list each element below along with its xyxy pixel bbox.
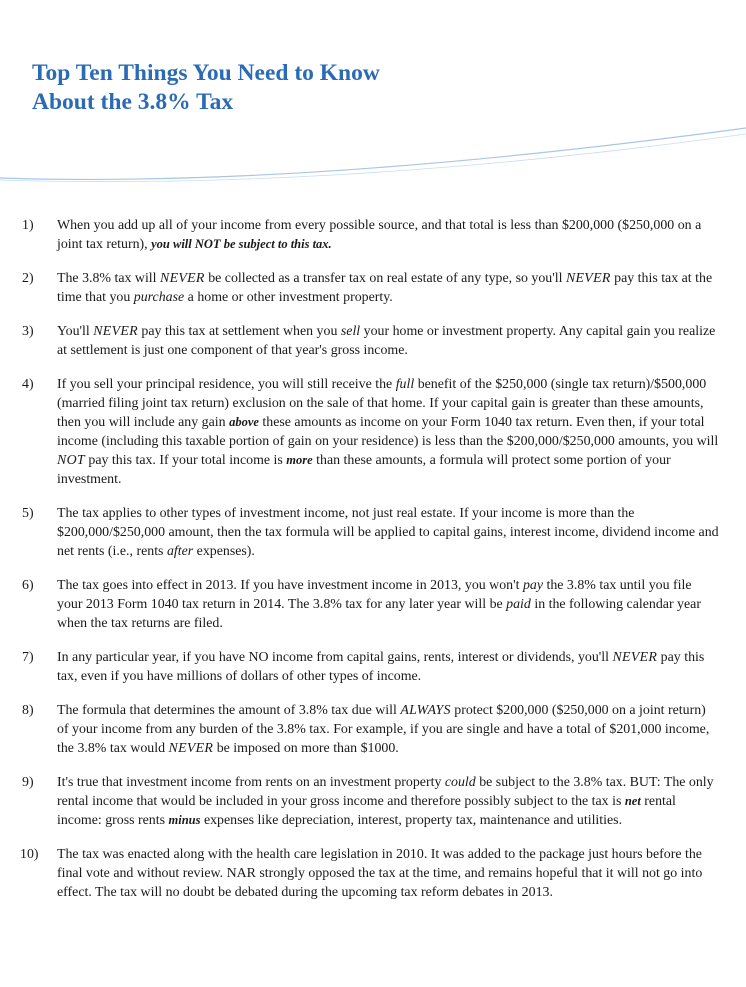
item-number: 4) (22, 377, 34, 392)
item-text: You'll NEVER pay this tax at settlement when you sell your home or investment property. Any capital gain you realize at settlement is just one component of that year's gross income. (57, 324, 716, 358)
page-title (32, 59, 380, 117)
item-number: 3) (22, 324, 34, 339)
item-number: 8) (22, 703, 34, 718)
item-number: 1) (22, 218, 34, 233)
item-text: If you sell your principal residence, you will still receive the full benefit of the $250,000 (single tax return)/$500,000 (married filing joint tax return) exclusion on the sale of that home. If your capital gain is greater than these amounts, then you will include any gain above these amounts as income on your Form 1040 tax return. Even then, if your total income (including this taxable portion of gain on your residence) is less than the $200,000/$250,000 amounts, you will NOT pay this tax. If your total income is more than these amounts, a formula will protect some portion of your investment. (57, 377, 719, 487)
item-text: The tax goes into effect in 2013. If you have investment income in 2013, you won't pay the 3.8% tax until you file your 2013 Form 1040 tax return in 2014. The 3.8% tax for any later year will be paid in the following calendar year when the tax returns are filed. (57, 578, 701, 631)
item-number: 9) (22, 775, 34, 790)
list-item-8 (20, 701, 720, 758)
list-item-5 (20, 504, 720, 561)
item-text: The tax was enacted along with the health care legislation in 2010. It was added to the package just hours before the final vote and without review. NAR strongly opposed the tax at the time, and remains hopeful that it will not go into effect. The tax will no doubt be debated during the upcoming tax reform debates in 2013. (57, 847, 703, 900)
list-item-3 (20, 322, 720, 360)
item-text: In any particular year, if you have NO income from capital gains, rents, interest or dividends, you'll NEVER pay this tax, even if you have millions of dollars of other types of income. (57, 650, 705, 684)
page-title-line-1: Top Ten Things You Need to Know (32, 60, 380, 86)
list-item-10 (20, 845, 720, 902)
list-item-7 (20, 648, 720, 686)
item-text: The formula that determines the amount of 3.8% tax due will ALWAYS protect $200,000 ($250,000 on a joint return) of your income from any burden of the 3.8% tax. For example, if you are single and have a total of $201,000 income, the 3.8% tax would NEVER be imposed on more than $1000. (57, 703, 710, 756)
item-text: The tax applies to other types of investment income, not just real estate. If your income is more than the $200,000/$250,000 amount, then the tax formula will be applied to capital gains, interest income, dividend income and net rents (i.e., rents after expenses). (57, 506, 719, 559)
page-title-line-2: About the 3.8% Tax (32, 89, 234, 115)
item-number: 5) (22, 506, 34, 521)
list-item-4 (20, 375, 720, 489)
list-item-9 (20, 773, 720, 830)
tax-facts-list (20, 216, 720, 917)
list-item-1 (20, 216, 720, 254)
item-text: The 3.8% tax will NEVER be collected as a transfer tax on real estate of any type, so you'll NEVER pay this tax at the time that you purchase a home or other investment property. (57, 271, 713, 305)
list-item-2 (20, 269, 720, 307)
item-text: It's true that investment income from rents on an investment property could be subject to the 3.8% tax. BUT: The only rental income that would be included in your gross income and therefore possibly subject to the tax is net rental income: gross rents minus expenses like depreciation, interest, property tax, maintenance and utilities. (57, 775, 714, 828)
item-text: When you add up all of your income from every possible source, and that total is less than $200,000 ($250,000 on a joint tax return), you will NOT be subject to this tax. (57, 218, 702, 252)
item-number: 10) (20, 847, 39, 862)
decorative-swoosh (0, 120, 746, 200)
item-number: 2) (22, 271, 34, 286)
item-number: 7) (22, 650, 34, 665)
item-number: 6) (22, 578, 34, 593)
list-item-6 (20, 576, 720, 633)
